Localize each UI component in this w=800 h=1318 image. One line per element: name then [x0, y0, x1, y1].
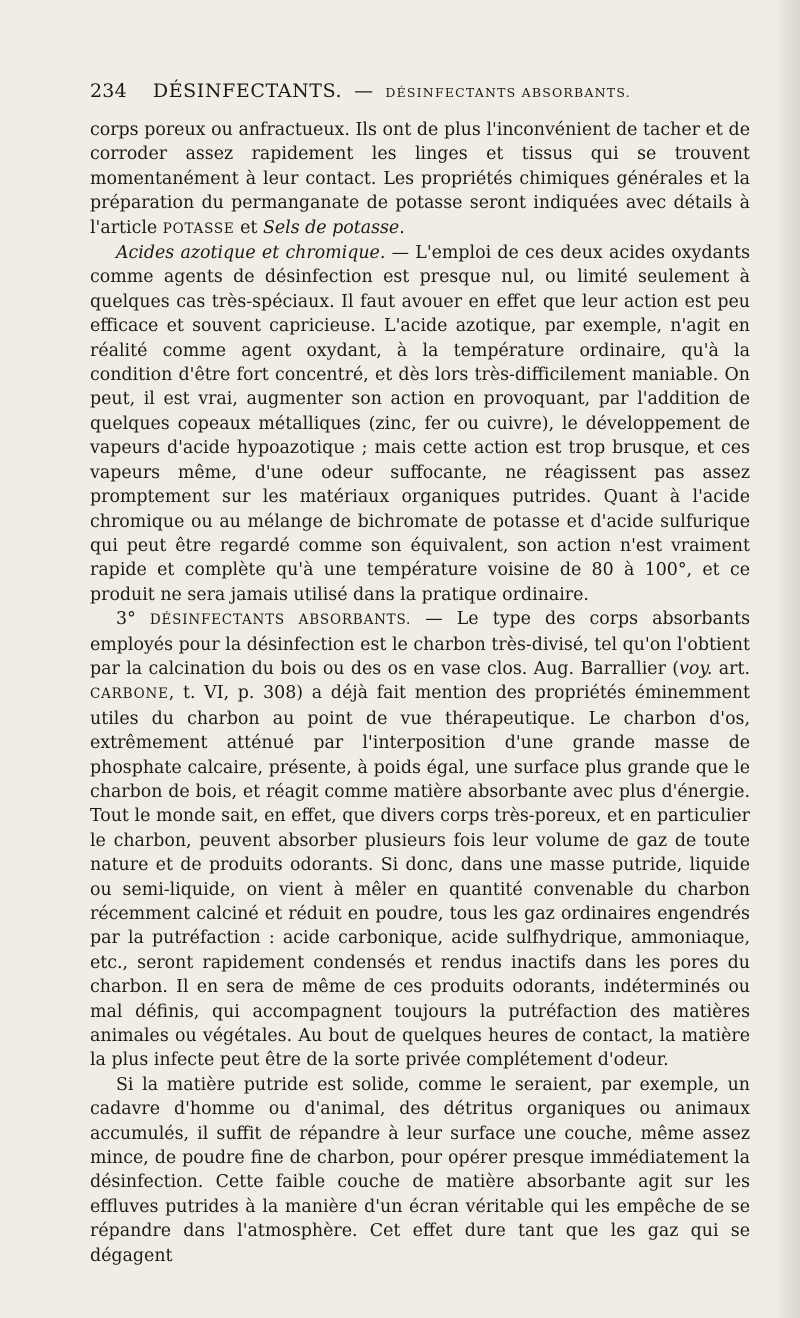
running-head-separator: — [354, 80, 374, 102]
section-heading-acides: Acides azotique et chromique. [116, 243, 386, 264]
running-subtitle: DÉSINFECTANTS ABSORBANTS. [385, 85, 631, 100]
section-number: 3° [116, 609, 150, 630]
cross-reference-carbone: CARBONE [90, 686, 169, 703]
body-text [90, 118, 750, 1268]
cross-reference-sels: Sels de potasse [262, 217, 400, 238]
running-head [90, 78, 750, 108]
paragraph-text: art. [712, 658, 751, 679]
page-number: 234 [90, 80, 127, 102]
paragraph-permanganate [90, 118, 750, 241]
section-heading-absorbants: DÉSINFECTANTS ABSORBANTS. [149, 612, 412, 629]
running-title: DÉSINFECTANTS. [152, 80, 343, 102]
paragraph-text: Si la matière putride est solide, comme le seraient, par exemple, un cadavre d'homme ou d'animal, des détritus organiques ou animaux accumulés, il suffit de répandre à leur surface une couche, même assez mince, de poudre fine de charbon, pour opérer presque immédiatement la désinfection. Cette faible couche de matière absorbante agit sur les effluves putrides à la manière d'un écran véritable qui les empêche de se répandre dans l'atmosphère. Cet effet dure tant que les gaz qui se dégagent [90, 1074, 750, 1266]
paragraph-absorbants [90, 607, 750, 1073]
paragraph-text: . [399, 217, 405, 238]
paragraph-text: et [234, 217, 263, 238]
cross-reference-potasse: POTASSE [162, 220, 235, 237]
paragraph-acides [90, 241, 750, 607]
voy-abbreviation: voy. [679, 658, 713, 679]
paragraph-text: — Le type des corps absorbants employés pour la désinfection est le charbon très-divisé, tel qu'on l'obtient par la calcination du bois ou des os en vase clos. Aug. Barrallier ( [90, 609, 751, 679]
page-edge-shadow [774, 0, 800, 1318]
paragraph-matiere-solide [90, 1073, 750, 1268]
paragraph-text: — L'emploi de ces deux acides oxydants comme agents de désinfection est presque nul, ou limité seulement à quelques cas très-spéciaux. Il faut avouer en effet que leur action est peu efficace et souvent capricieuse. L'acide azotique, par exemple, n'agit en réalité comme agent oxydant, à la température ordinaire, qu'à la condition d'être fort concentré, et dès lors très-difficilement maniable. On peut, il est vrai, augmenter son action en provoquant, par l'addition de quelques copeaux métalliques (zinc, fer ou cuivre), le développement de vapeurs d'acide hypoazotique ; mais cette action est trop brusque, et ces vapeurs même, d'une odeur suffocante, ne réagissent pas assez promptement sur les matériaux organiques putrides. Quant à l'acide chromique ou au mélange de bichromate de potasse et d'acide sulfurique qui peut être regardé comme son équivalent, son action n'est vraiment rapide et complète qu'à une température voisine de 80 à 100°, et ce produit ne sera jamais utilisé dans la pratique ordinaire. [90, 243, 750, 605]
paragraph-text: corps poreux ou anfractueux. Ils ont de plus l'inconvénient de tacher et de corroder assez rapidement les linges et tissus qui se trouvent momentanément à leur contact. Les propriétés chimiques générales et la préparation du permanganate de potasse seront indiquées avec détails à l'article [90, 120, 750, 238]
paragraph-text: , t. VI, p. 308) a déjà fait mention des propriétés éminemment utiles du charbon au point de vue thérapeutique. Le charbon d'os, extrêmement atténué par l'interposition d'une grande masse de phosphate calcaire, présente, à poids égal, une surface plus grande que le charbon de bois, et réagit comme matière absorbante avec plus d'énergie. Tout le monde sait, en effet, que divers corps très-poreux, et en particulier le charbon, peuvent absorber plusieurs fois leur volume de gaz de toute nature et de produits odorants. Si donc, dans une masse putride, liquide ou semi-liquide, on vient à mêler en quantité convenable du charbon récemment calciné et réduit en poudre, tous les gaz ordinaires engendrés par la putréfaction : acide carbonique, acide sulfhydrique, ammoniaque, etc., seront rapidement condensés et rendus inactifs dans les pores du charbon. Il en sera de même de ces produits odorants, indéterminés ou mal définis, qui accompagnent toujours la putréfaction des matières animales ou végétales. Au bout de quelques heures de contact, la matière la plus infecte peut être de la sorte privée complétement d'odeur. [90, 683, 750, 1071]
